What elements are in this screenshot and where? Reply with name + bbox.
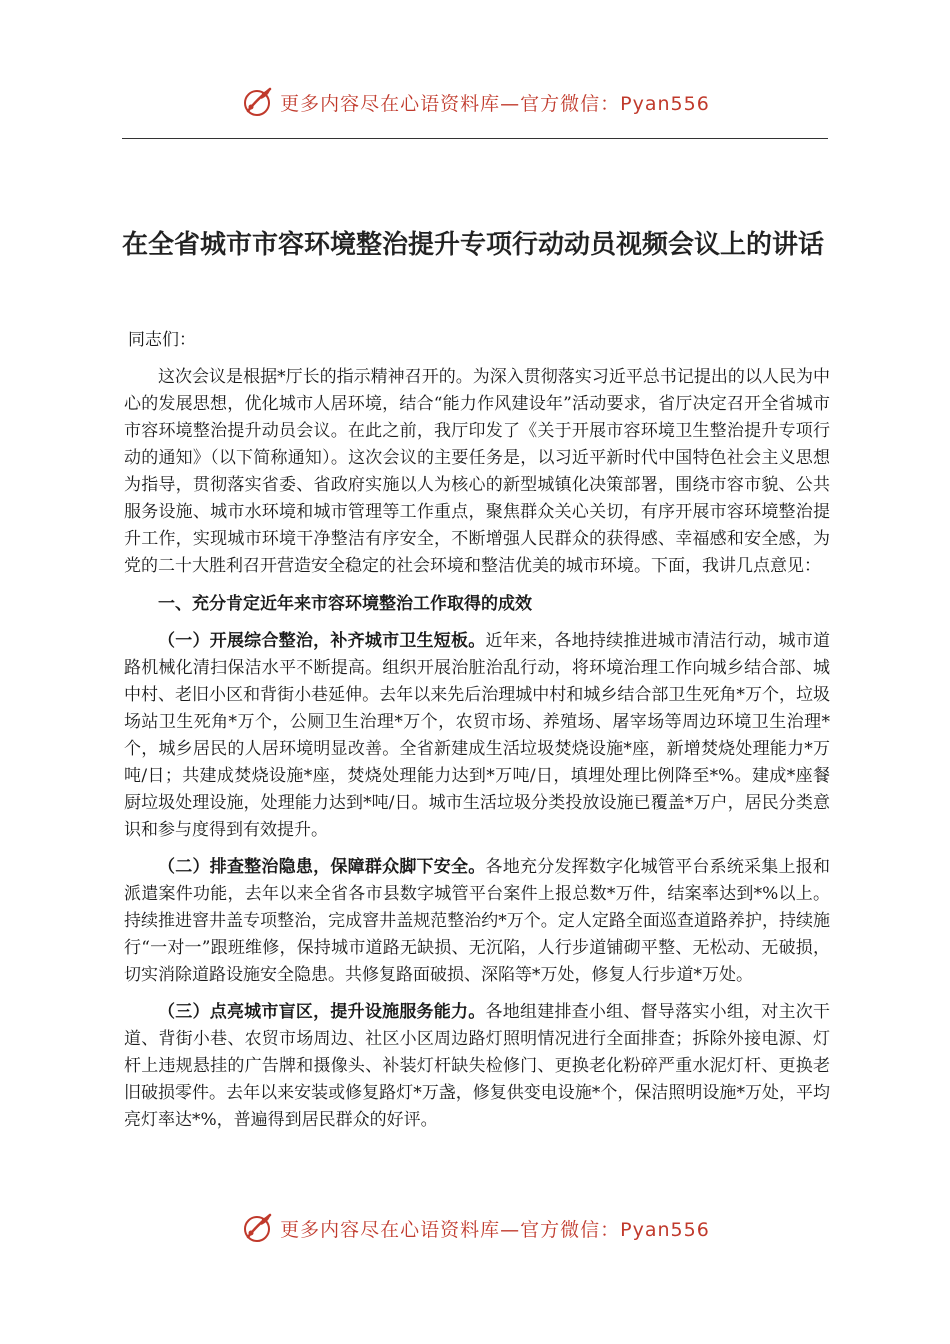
intro-paragraph: 这次会议是根据*厅长的指示精神召开的。为深入贯彻落实习近平总书记提出的以人民为中心的发展思想，优化城市人居环境，结合“能力作风建设年”活动要求，省厅决定召开全省城市市容环境整治提升动员会议。在此之前，我厅印发了《关于开展市容环境卫生整治提升专项行动的通知》（以下简称通知）。这次会议的主要任务是，以习近平新时代中国特色社会主义思想为指导，贯彻落实省委、省政府实施以人为核心的新型城镇化决策部署，围绕市容市貌、公共服务设施、城市水环境和城市管理等工作重点，聚焦群众关心关切，有序开展市容环境整治提升工作，实现城市环境干净整洁有序安全，不断增强人民群众的获得感、幸福感和安全感，为党的二十大胜利召开营造安全稳定的社会环境和整洁优美的城市环境。下面，我讲几点意见：	[124, 367, 830, 576]
paragraph-1-lead: （一）开展综合整治，补齐城市卫生短板。	[158, 631, 486, 651]
document-body	[124, 326, 830, 1144]
document-title: 在全省城市市容环境整治提升专项行动动员视频会议上的讲话	[122, 230, 825, 260]
paragraph-1-body: 近年来，各地持续推进城市清洁行动，城市道路机械化清扫保洁水平不断提高。组织开展治脏治乱行动，将环境治理工作向城乡结合部、城中村、老旧小区和背街小巷延伸。去年以来先后治理城中村和城乡结合部卫生死角*万个，垃圾场站卫生死角*万个，公厕卫生治理*万个，农贸市场、养殖场、屠宰场等周边环境卫生治理*个，城乡居民的人居环境明显改善。全省新建成生活垃圾焚烧设施*座，新增焚烧处理能力*万吨/日；共建成焚烧设施*座，焚烧处理能力达到*万吨/日，填埋处理比例降至*%。建成*座餐厨垃圾处理设施，处理能力达到*吨/日。城市生活垃圾分类投放设施已覆盖*万户，居民分类意识和参与度得到有效提升。	[124, 631, 830, 840]
paragraph-3-lead: （三）点亮城市盲区，提升设施服务能力。	[158, 1002, 486, 1022]
paragraph-2-body: 各地充分发挥数字化城管平台系统采集上报和派遣案件功能，去年以来全省各市县数字城管平台案件上报总数*万件，结案率达到*%以上。持续推进窨井盖专项整治，完成窨井盖规范整治约*万个。定人定路全面巡查道路养护，持续施行“一对一”跟班维修，保持城市道路无缺损、无沉陷，人行步道铺砌平整、无松动、无破损，切实消除道路设施安全隐患。共修复路面破损、深陷等*万处，修复人行步道*万处。	[124, 857, 830, 985]
header-divider	[122, 138, 828, 139]
quill-swirl-logo	[240, 85, 274, 119]
header-watermark-text: 更多内容尽在心语资料库—官方微信：Pyan556	[280, 92, 710, 115]
footer-watermark-banner	[0, 1208, 950, 1248]
salutation: 同志们：	[128, 330, 196, 350]
paragraph-2	[124, 854, 830, 989]
section-heading-1: 一、充分肯定近年来市容环境整治工作取得的成效	[158, 594, 532, 614]
paragraph-2-lead: （二）排查整治隐患，保障群众脚下安全。	[158, 857, 486, 877]
quill-swirl-logo	[240, 1211, 274, 1245]
footer-watermark-text: 更多内容尽在心语资料库—官方微信：Pyan556	[280, 1218, 710, 1241]
paragraph-3-body: 各地组建排查小组、督导落实小组，对主次干道、背街小巷、农贸市场周边、社区小区周边路灯照明情况进行全面排查；拆除外接电源、灯杆上违规悬挂的广告牌和摄像头、补装灯杆缺失检修门、更换老化粉碎严重水泥灯杆、更换老旧破损零件。去年以来安装或修复路灯*万盏，修复供变电设施*个，保洁照明设施*万处，平均亮灯率达*%，普遍得到居民群众的好评。	[124, 1002, 830, 1130]
paragraph-3	[124, 999, 830, 1134]
paragraph-1	[124, 628, 830, 844]
header-watermark-banner	[0, 82, 950, 122]
